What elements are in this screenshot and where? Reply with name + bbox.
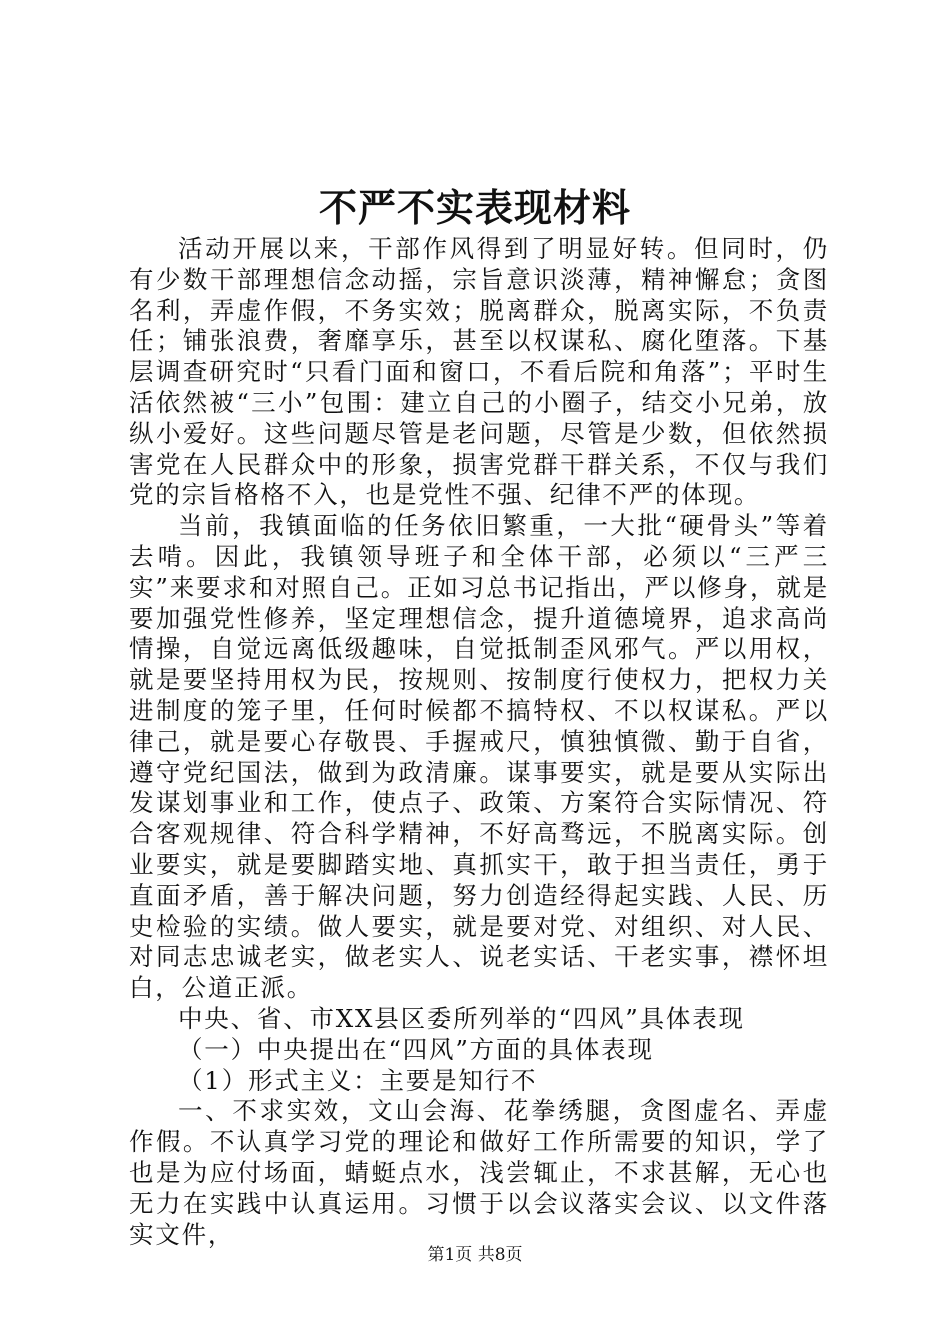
page-footer: 第1页 共8页 <box>427 1245 523 1265</box>
document-body <box>129 234 829 1250</box>
paragraph: 活动开展以来，干部作风得到了明显好转。但同时，仍有少数干部理想信念动摇，宗旨意识淡薄，精神懈怠；贪图名利，弄虚作假，不务实效；脱离群众，脱离实际，不负责任；铺张浪费，奢靡享乐，甚至以权谋私、腐化堕落。下基层调查研究时“只看门面和窗口，不看后院和角落”；平时生活依然被“三小”包围：建立自己的小圈子，结交小兄弟，放纵小爱好。这些问题尽管是老问题，尽管是少数，但依然损害党在人民群众中的形象，损害党群干群关系，不仅与我们党的宗旨格格不入，也是党性不强、纪律不严的体现。 <box>129 234 829 510</box>
document-title: 不严不实表现材料 <box>318 185 631 230</box>
paragraph: 中央、省、市XX县区委所列举的“四风”具体表现 <box>178 1003 745 1033</box>
paragraph: （1）形式主义：主要是知行不 <box>178 1065 538 1095</box>
paragraph: （一）中央提出在“四风”方面的具体表现 <box>178 1034 654 1064</box>
paragraph: 当前，我镇面临的任务依旧繁重，一大批“硬骨头”等着去啃。因此，我镇领导班子和全体干部，必须以“三严三实”来要求和对照自己。正如习总书记指出，严以修身，就是要加强党性修养，坚定理想信念，提升道德境界，追求高尚情操，自觉远离低级趣味，自觉抵制歪风邪气。严以用权，就是要坚持用权为民，按规则、按制度行使权力，把权力关进制度的笼子里，任何时候都不搞特权、不以权谋私。严以律己，就是要心存敬畏、手握戒尺，慎独慎微、勤于自省，遵守党纪国法，做到为政清廉。谋事要实，就是要从实际出发谋划事业和工作，使点子、政策、方案符合实际情况、符合客观规律、符合科学精神，不好高骛远，不脱离实际。创业要实，就是要脚踏实地、真抓实干，敢于担当责任，勇于直面矛盾，善于解决问题，努力创造经得起实践、人民、历史检验的实绩。做人要实，就是要对党、对组织、对人民、对同志忠诚老实，做老实人、说老实话、干老实事，襟怀坦白，公道正派。 <box>129 511 829 1003</box>
paragraph: 一、不求实效，文山会海、花拳绣腿，贪图虚名、弄虚作假。不认真学习党的理论和做好工作所需要的知识，学了也是为应付场面，蜻蜓点水，浅尝辄止，不求甚解，无心也无力在实践中认真运用。习惯于以会议落实会议、以文件落实文件， <box>129 1096 829 1249</box>
